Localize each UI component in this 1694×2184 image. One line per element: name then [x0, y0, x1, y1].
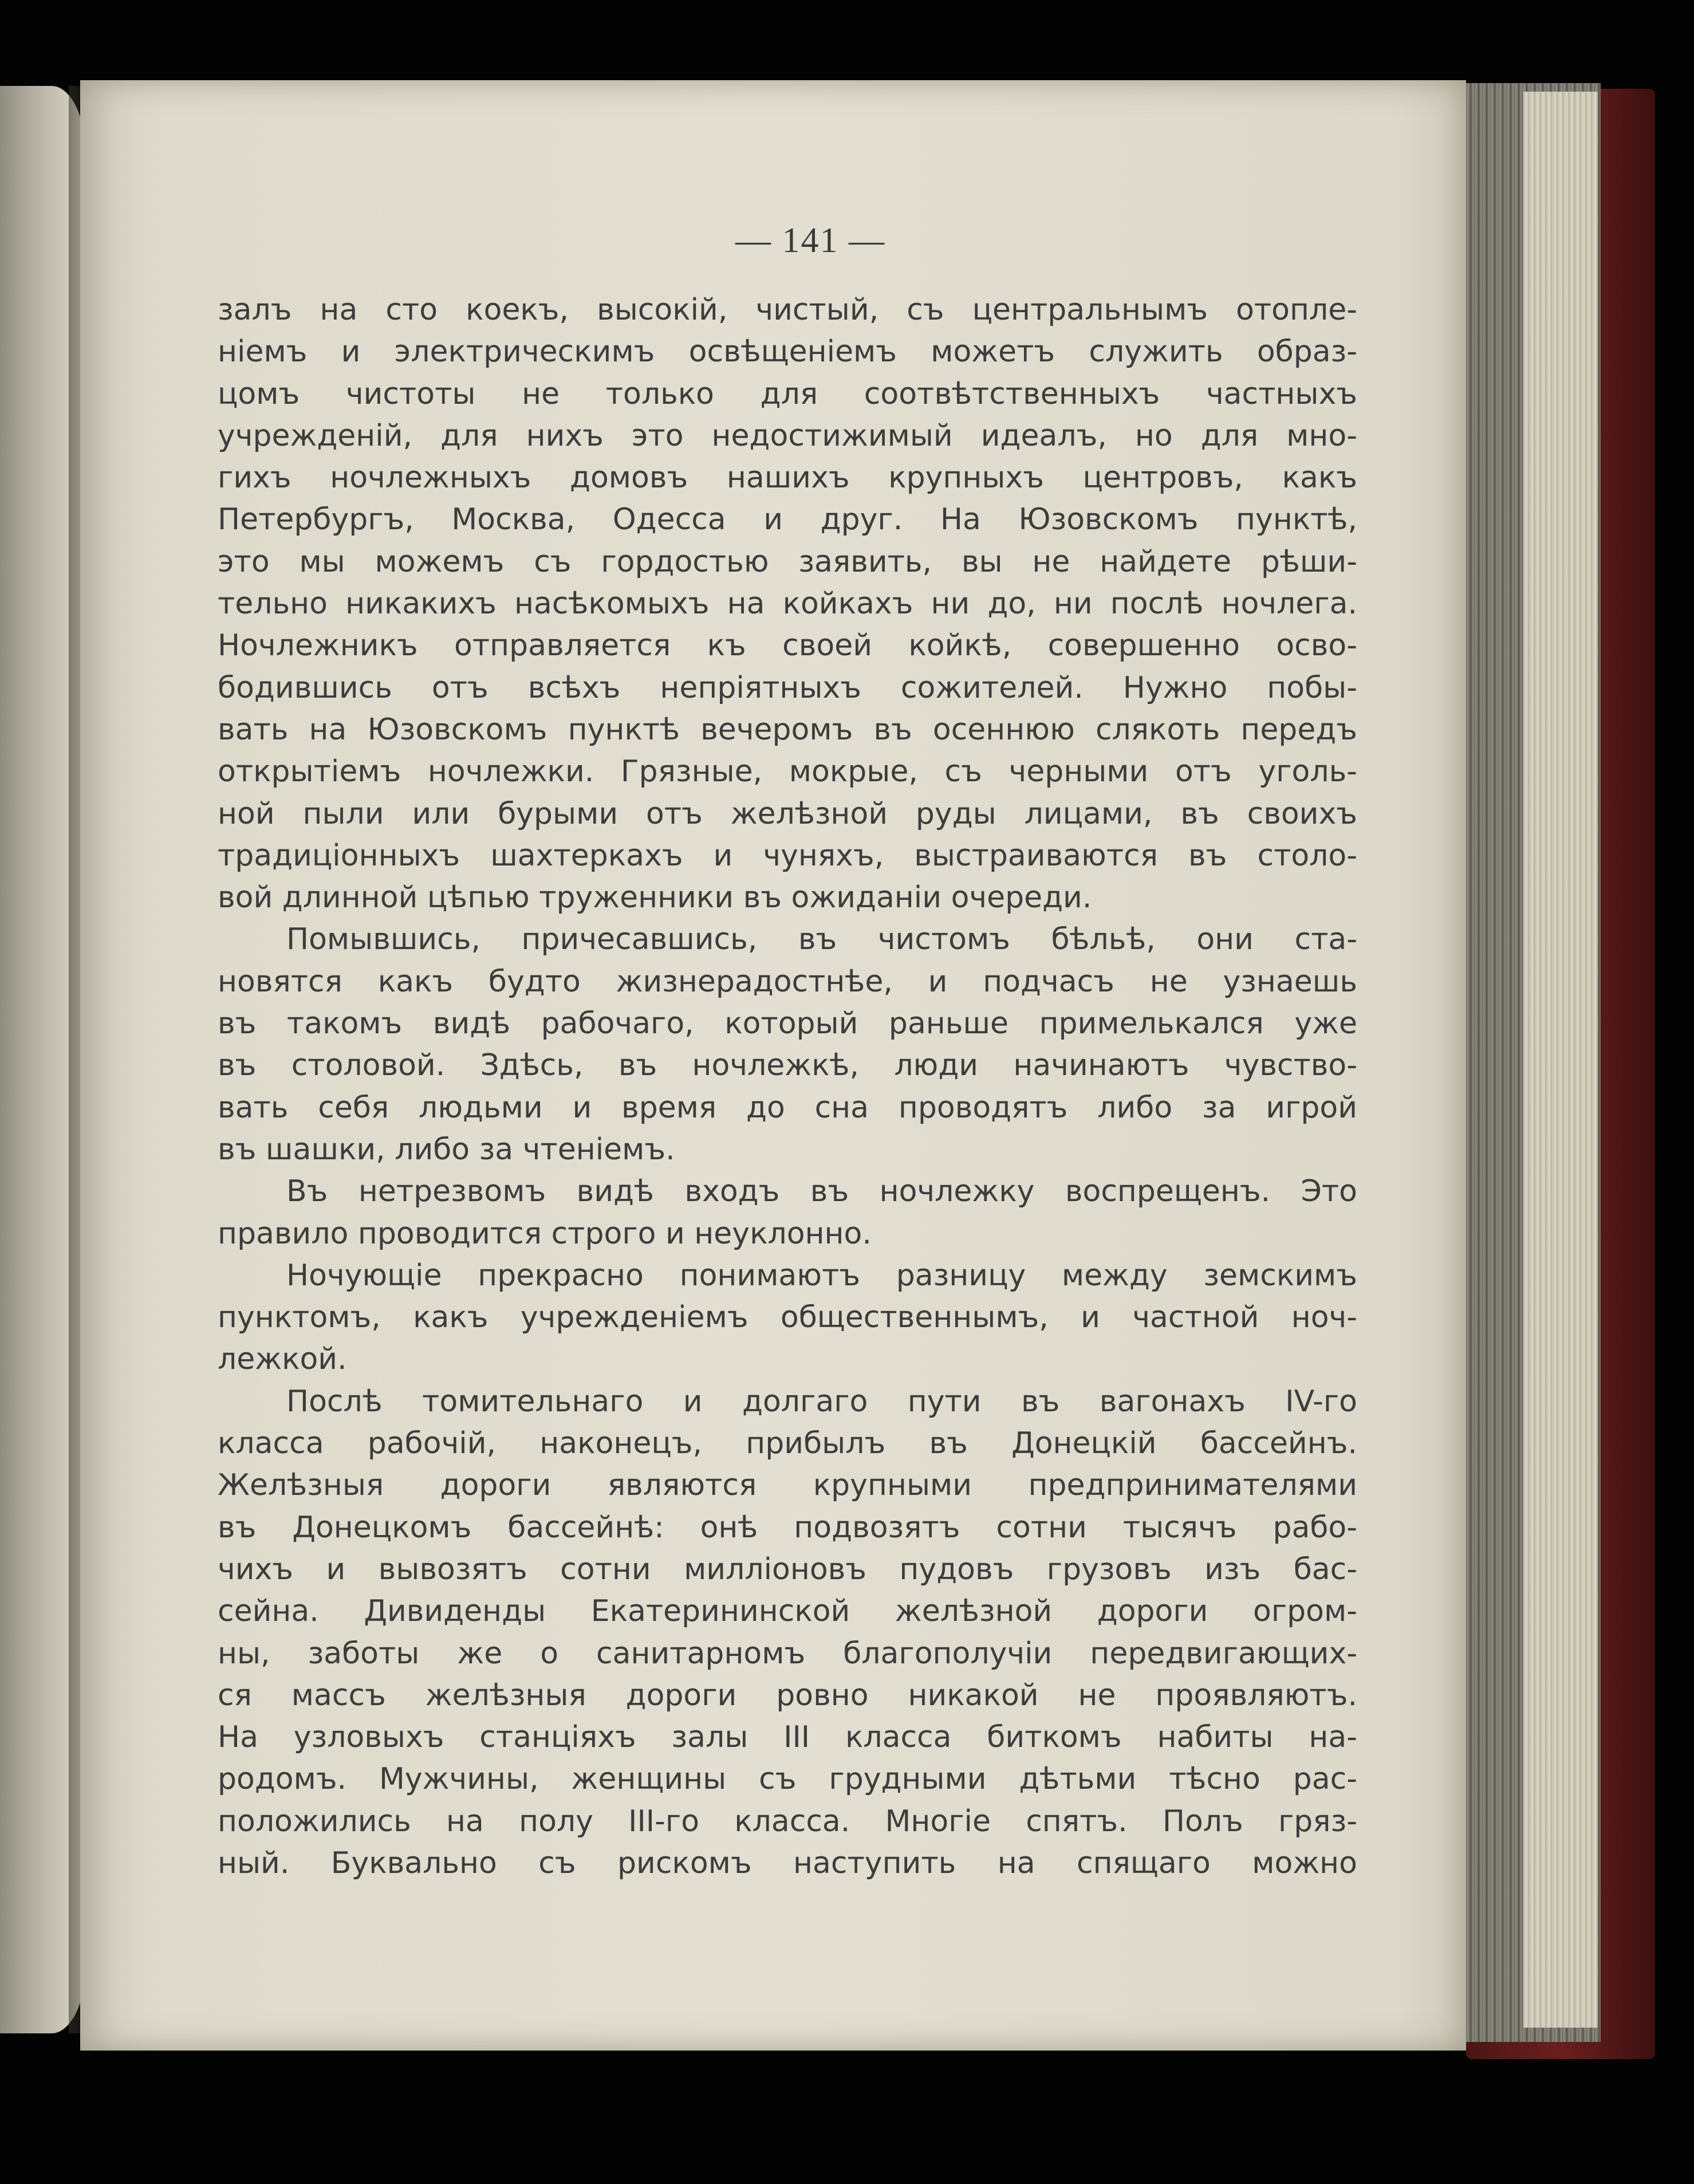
text-line: Послѣ томительнаго и долгаго пути въ вагонахъ IV-го: [286, 1384, 1357, 1419]
text-line: въ Донецкомъ бассейнѣ: онѣ подвозятъ сотни тысячъ рабо-: [218, 1510, 1357, 1545]
book-page: [80, 80, 1466, 2051]
text-line: учрежденій, для нихъ это недостижимый идеалъ, но для мно-: [218, 418, 1357, 453]
text-line: вать себя людьми и время до сна проводятъ либо за игрой: [218, 1090, 1357, 1125]
body-text: [218, 289, 1357, 1884]
text-line: Желѣзныя дороги являются крупными предпринимателями: [218, 1468, 1357, 1503]
text-line: На узловыхъ станціяхъ залы III класса биткомъ набиты на-: [218, 1720, 1357, 1755]
text-line: пунктомъ, какъ учрежденіемъ общественнымъ, и частной ноч-: [218, 1300, 1357, 1335]
text-line: въ столовой. Здѣсь, въ ночлежкѣ, люди начинаютъ чувство-: [218, 1048, 1357, 1083]
page-block-edges-light: [1523, 92, 1598, 2028]
text-line: класса рабочій, наконецъ, прибылъ въ Донецкій бассейнъ.: [218, 1426, 1357, 1461]
text-line: гихъ ночлежныхъ домовъ нашихъ крупныхъ центровъ, какъ: [218, 461, 1357, 495]
text-line: вать на Юзовскомъ пунктѣ вечеромъ въ осеннюю слякоть передъ: [218, 712, 1357, 747]
text-line: традиціонныхъ шахтеркахъ и чуняхъ, выстраиваются въ столо-: [218, 838, 1357, 873]
text-line: это мы можемъ съ гордостью заявить, вы не найдете рѣши-: [218, 544, 1357, 579]
text-line: тельно никакихъ насѣкомыхъ на койкахъ ни до, ни послѣ ночлега.: [218, 587, 1357, 621]
text-line: цомъ чистоты не только для соотвѣтственныхъ частныхъ: [218, 376, 1357, 411]
text-line: въ шашки, либо за чтеніемъ.: [218, 1132, 675, 1167]
text-line: ны, заботы же о санитарномъ благополучіи передвигающих-: [218, 1636, 1357, 1671]
text-line: положились на полу III-го класса. Многіе спятъ. Полъ гряз-: [218, 1804, 1357, 1839]
text-line: Петербургъ, Москва, Одесса и друг. На Юзовскомъ пунктѣ,: [218, 502, 1357, 537]
text-line: открытіемъ ночлежки. Грязные, мокрые, съ черными отъ уголь-: [218, 754, 1357, 789]
text-line: бодившись отъ всѣхъ непріятныхъ сожителей. Нужно побы-: [218, 670, 1357, 705]
text-line: ной пыли или бурыми отъ желѣзной руды лицами, въ своихъ: [218, 796, 1357, 831]
page-number: — 141 —: [735, 221, 885, 260]
text-line: Помывшись, причесавшись, въ чистомъ бѣльѣ, они ста-: [286, 922, 1357, 957]
text-line: сейна. Дивиденды Екатерининской желѣзной дороги огром-: [218, 1594, 1357, 1629]
text-line: вой длинной цѣпью труженники въ ожиданіи очереди.: [218, 880, 1092, 915]
text-line: ніемъ и электрическимъ освѣщеніемъ можетъ служить образ-: [218, 335, 1357, 369]
text-line: Въ нетрезвомъ видѣ входъ въ ночлежку воспрещенъ. Это: [286, 1174, 1357, 1209]
text-line: лежкой.: [218, 1342, 347, 1377]
text-line: залъ на сто коекъ, высокій, чистый, съ центральнымъ отопле-: [218, 293, 1357, 327]
text-line: Ночующіе прекрасно понимаютъ разницу между земскимъ: [286, 1258, 1357, 1293]
text-line: ный. Буквально съ рискомъ наступить на спящаго можно: [218, 1845, 1357, 1880]
text-line: Ночлежникъ отправляется къ своей койкѣ, совершенно осво-: [218, 628, 1357, 663]
text-line: чихъ и вывозятъ сотни милліоновъ пудовъ грузовъ изъ бас-: [218, 1552, 1357, 1587]
text-line: новятся какъ будто жизнерадостнѣе, и подчасъ не узнаешь: [218, 964, 1357, 999]
text-line: правило проводится строго и неуклонно.: [218, 1216, 872, 1251]
text-line: родомъ. Мужчины, женщины съ грудными дѣтьми тѣсно рас-: [218, 1762, 1357, 1797]
text-line: въ такомъ видѣ рабочаго, который раньше примелькался уже: [218, 1006, 1357, 1041]
text-line: ся массъ желѣзныя дороги ровно никакой не проявляютъ.: [218, 1678, 1357, 1713]
